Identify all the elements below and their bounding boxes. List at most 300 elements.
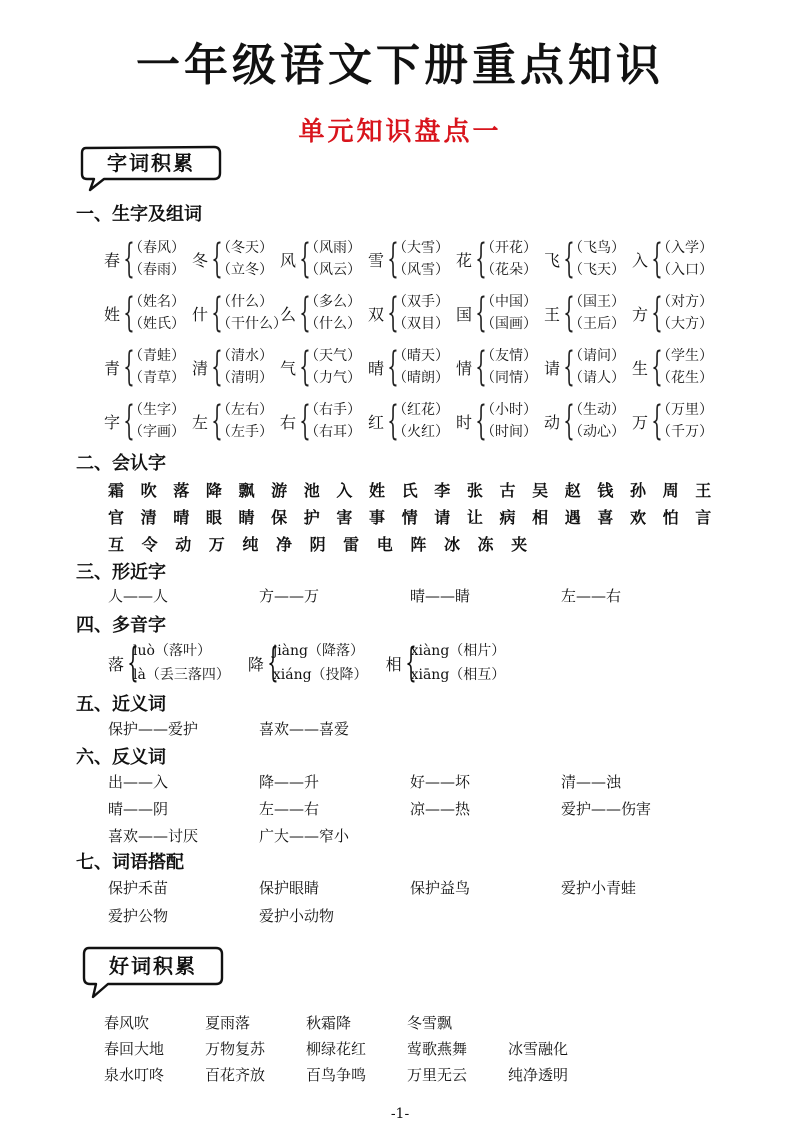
recognize-char: 害 [336, 508, 353, 527]
polyphone-glyph: 落 [108, 654, 125, 674]
char-glyph: 王 [544, 304, 561, 324]
char-entry [104, 232, 192, 286]
char-words [393, 345, 449, 389]
collocation-item: 爱护小动物 [259, 907, 335, 925]
char-word: （红花） [393, 402, 449, 418]
char-word: （同情） [481, 370, 537, 386]
brace-icon: { [563, 344, 575, 390]
char-words [305, 399, 361, 443]
good-word: 百花齐放 [205, 1066, 266, 1084]
char-word: （王后） [569, 316, 625, 332]
char-word: （右耳） [305, 424, 361, 440]
char-word: （力气） [305, 370, 361, 386]
brace-icon: { [123, 290, 135, 336]
brace-icon: { [475, 236, 487, 282]
recognize-char: 情 [401, 508, 418, 527]
recognize-char: 游 [271, 481, 288, 500]
char-words [481, 291, 537, 335]
brace-icon: { [123, 236, 135, 282]
synonyms-row [108, 716, 410, 742]
brace-icon: { [475, 344, 487, 390]
brace-icon: { [563, 236, 575, 282]
recognize-char: 晴 [173, 508, 190, 527]
char-word: （字画） [129, 424, 185, 440]
antonym-pair: 喜欢——讨厌 [108, 827, 199, 845]
char-word: （清水） [217, 348, 273, 364]
char-entry [280, 340, 368, 394]
antonym-pair: 出——入 [108, 773, 169, 791]
polyphones-row [108, 638, 523, 688]
recognize-char: 吴 [532, 481, 549, 500]
char-word: （春风） [129, 240, 185, 256]
char-words [481, 399, 537, 443]
antonym-pair: 左——右 [259, 800, 320, 818]
polyphone-entry [386, 638, 506, 688]
recognize-row [108, 504, 728, 531]
brace-icon: { [299, 398, 311, 444]
recognize-char: 护 [303, 508, 320, 527]
bubble-label-vocab: 字词积累 [107, 151, 195, 175]
char-words [305, 345, 361, 389]
char-glyph: 飞 [544, 250, 561, 270]
section-heading-antonyms: 六、反义词 [76, 747, 166, 768]
good-word: 泉水叮咚 [104, 1066, 165, 1084]
char-entry [632, 232, 720, 286]
recognize-char: 古 [499, 481, 516, 500]
char-word: （姓氏） [129, 316, 185, 332]
recognize-char: 互 [108, 535, 125, 554]
char-glyph: 姓 [104, 304, 121, 324]
char-word: （青蛙） [129, 348, 185, 364]
polyphone-glyph: 相 [385, 654, 402, 674]
char-glyph: 青 [104, 358, 121, 378]
recognize-char: 净 [275, 535, 292, 554]
antonym-row [108, 769, 712, 795]
char-word: （时间） [481, 424, 537, 440]
polyphone-reading: là（丢三落四） [133, 667, 230, 683]
char-glyph: 国 [456, 304, 473, 324]
char-words [657, 291, 713, 335]
recognize-char: 氏 [401, 481, 418, 500]
recognize-characters [108, 477, 728, 558]
brace-icon: { [211, 398, 223, 444]
antonym-pair: 清——浊 [561, 773, 622, 791]
char-word: （火红） [393, 424, 449, 440]
brace-icon: { [475, 290, 487, 336]
recognize-char: 纯 [242, 535, 259, 554]
recognize-char: 言 [695, 508, 712, 527]
char-glyph: 双 [368, 304, 385, 324]
char-words [129, 345, 185, 389]
recognize-char: 入 [336, 481, 353, 500]
char-entry [544, 286, 632, 340]
good-word: 冰雪融化 [508, 1040, 569, 1058]
collocation-row [108, 875, 712, 901]
char-word: （晴朗） [393, 370, 449, 386]
char-entry [368, 394, 456, 448]
char-word: （干什么） [217, 316, 287, 332]
polyphone-reading: xiáng（投降） [272, 667, 368, 683]
new-characters-grid [104, 232, 724, 448]
recognize-char: 令 [141, 535, 158, 554]
brace-icon: { [211, 344, 223, 390]
section-heading-collocations: 七、词语搭配 [76, 852, 184, 873]
char-grid-row [104, 394, 724, 448]
char-words [217, 291, 287, 335]
recognize-char: 眼 [205, 508, 222, 527]
recognize-char: 睛 [238, 508, 255, 527]
recognize-char: 钱 [597, 481, 614, 500]
char-glyph: 动 [544, 412, 561, 432]
brace-icon: { [651, 398, 663, 444]
recognize-char: 李 [434, 481, 451, 500]
char-words [393, 291, 449, 335]
recognize-char: 夹 [511, 535, 528, 554]
char-word: （青草） [129, 370, 185, 386]
page-subtitle: 单元知识盘点一 [298, 117, 502, 147]
char-entry [632, 394, 720, 448]
good-word: 夏雨落 [205, 1014, 251, 1032]
char-words [305, 237, 361, 281]
recognize-char: 电 [376, 535, 393, 554]
brace-icon: { [563, 290, 575, 336]
char-word: （立冬） [217, 262, 273, 278]
char-word: （天气） [305, 348, 361, 364]
brace-icon: { [387, 398, 399, 444]
char-words [129, 237, 185, 281]
polyphone-readings [411, 639, 506, 687]
recognize-char: 官 [108, 508, 125, 527]
brace-icon: { [299, 344, 311, 390]
recognize-char: 雷 [343, 535, 360, 554]
char-word: （花生） [657, 370, 713, 386]
char-word: （风雨） [305, 240, 361, 256]
page-title: 一年级语文下册重点知识 [136, 40, 664, 91]
char-entry [192, 232, 280, 286]
char-glyph: 字 [104, 412, 121, 432]
char-glyph: 万 [632, 412, 649, 432]
char-entry [456, 286, 544, 340]
brace-icon: { [387, 290, 399, 336]
char-words [569, 345, 625, 389]
char-words [217, 345, 273, 389]
char-glyph: 生 [632, 358, 649, 378]
antonym-pair: 好——坏 [410, 773, 471, 791]
recognize-char: 病 [499, 508, 516, 527]
char-word: （飞鸟） [569, 240, 625, 256]
recognize-char: 池 [303, 481, 320, 500]
char-glyph: 什 [192, 304, 209, 324]
char-word: （国王） [569, 294, 625, 310]
char-word: （大方） [657, 316, 713, 332]
char-word: （大雪） [393, 240, 449, 256]
speech-bubble-good-words [80, 944, 230, 1000]
brace-icon: { [563, 398, 575, 444]
recognize-char: 遇 [564, 508, 581, 527]
char-words [569, 291, 625, 335]
antonym-row [108, 796, 712, 822]
recognize-char: 事 [369, 508, 386, 527]
char-words [569, 237, 625, 281]
similar-pair: 人——人 [108, 587, 169, 605]
char-word: （小时） [481, 402, 537, 418]
brace-icon: { [127, 640, 139, 686]
recognize-char: 冻 [477, 535, 494, 554]
polyphone-readings [273, 639, 368, 687]
brace-icon: { [299, 290, 311, 336]
char-word: （请问） [569, 348, 625, 364]
char-grid-row [104, 232, 724, 286]
good-words-row [104, 1036, 609, 1062]
char-glyph: 右 [280, 412, 297, 432]
synonym-pair: 喜欢——喜爱 [259, 720, 350, 738]
char-word: （姓名） [129, 294, 185, 310]
char-entry [192, 340, 280, 394]
char-word: （清明） [217, 370, 273, 386]
recognize-char: 孙 [630, 481, 647, 500]
char-entry [280, 394, 368, 448]
brace-icon: { [651, 290, 663, 336]
polyphone-reading: jiàng（降落） [272, 643, 365, 659]
brace-icon: { [267, 640, 279, 686]
section-heading-new-characters: 一、生字及组词 [76, 204, 202, 225]
good-word: 莺歌燕舞 [407, 1040, 468, 1058]
antonym-pair: 晴——阴 [108, 800, 169, 818]
char-word: （开花） [481, 240, 537, 256]
bubble-label-good-words: 好词积累 [109, 954, 197, 978]
char-entry [544, 340, 632, 394]
char-word: （双目） [393, 316, 449, 332]
brace-icon: { [211, 290, 223, 336]
polyphone-entry [108, 638, 230, 688]
similar-pair: 晴——睛 [410, 587, 471, 605]
char-word: （什么） [217, 294, 273, 310]
char-word: （左手） [217, 424, 273, 440]
char-word: （千万） [657, 424, 713, 440]
good-word: 万物复苏 [205, 1040, 266, 1058]
polyphone-reading: xiàng（相片） [410, 643, 506, 659]
char-entry [456, 394, 544, 448]
char-entry [632, 286, 720, 340]
char-glyph: 风 [280, 250, 297, 270]
char-entry [456, 232, 544, 286]
recognize-char: 喜 [597, 508, 614, 527]
char-glyph: 冬 [192, 250, 209, 270]
char-entry [368, 286, 456, 340]
section-heading-polyphones: 四、多音字 [76, 615, 166, 636]
char-words [657, 345, 713, 389]
char-words [305, 291, 361, 335]
similar-pair: 左——右 [561, 587, 622, 605]
collocation-item: 爱护公物 [108, 907, 169, 925]
char-glyph: 红 [368, 412, 385, 432]
char-glyph: 方 [632, 304, 649, 324]
good-word: 冬雪飘 [407, 1014, 453, 1032]
good-word: 万里无云 [407, 1066, 468, 1084]
antonym-pair: 广大——窄小 [259, 827, 350, 845]
synonym-pair: 保护——爱护 [108, 720, 199, 738]
char-word: （生字） [129, 402, 185, 418]
brace-icon: { [123, 398, 135, 444]
char-words [657, 399, 713, 443]
collocation-item: 保护益鸟 [410, 879, 471, 897]
char-glyph: 情 [456, 358, 473, 378]
recognize-char: 霜 [108, 481, 125, 500]
char-word: （风雪） [393, 262, 449, 278]
char-word: （国画） [481, 316, 537, 332]
good-words-block [104, 1010, 609, 1088]
char-words [217, 399, 273, 443]
char-glyph: 花 [456, 250, 473, 270]
good-word: 春风吹 [104, 1014, 150, 1032]
collocation-item: 保护眼睛 [259, 879, 320, 897]
char-entry [104, 394, 192, 448]
char-entry [104, 286, 192, 340]
char-word: （友情） [481, 348, 537, 364]
char-words [657, 237, 713, 281]
char-words [217, 237, 273, 281]
char-words [569, 399, 625, 443]
char-glyph: 晴 [368, 358, 385, 378]
char-glyph: 入 [632, 250, 649, 270]
char-entry [192, 286, 287, 340]
recognize-char: 飘 [238, 481, 255, 500]
brace-icon: { [651, 344, 663, 390]
brace-icon: { [475, 398, 487, 444]
brace-icon: { [123, 344, 135, 390]
polyphone-entry [248, 638, 368, 688]
char-word: （花朵） [481, 262, 537, 278]
recognize-char: 落 [173, 481, 190, 500]
good-word: 柳绿花红 [306, 1040, 367, 1058]
brace-icon: { [299, 236, 311, 282]
char-word: （动心） [569, 424, 625, 440]
char-word: （春雨） [129, 262, 185, 278]
char-word: （风云） [305, 262, 361, 278]
recognize-char: 让 [466, 508, 483, 527]
char-word: （中国） [481, 294, 537, 310]
char-entry [368, 232, 456, 286]
section-heading-similar: 三、形近字 [76, 562, 166, 583]
good-word: 纯净透明 [508, 1066, 569, 1084]
char-grid-row [104, 340, 724, 394]
char-entry [104, 340, 192, 394]
antonym-row [108, 823, 410, 849]
polyphone-reading: xiāng（相互） [410, 667, 506, 683]
char-words [393, 399, 449, 443]
recognize-char: 请 [434, 508, 451, 527]
char-glyph: 雪 [368, 250, 385, 270]
polyphone-glyph: 降 [247, 654, 264, 674]
char-entry [192, 394, 280, 448]
char-entry [280, 232, 368, 286]
char-word: （右手） [305, 402, 361, 418]
recognize-char: 阴 [309, 535, 326, 554]
section-heading-recognize: 二、会认字 [76, 453, 166, 474]
char-glyph: 时 [456, 412, 473, 432]
recognize-char: 欢 [630, 508, 647, 527]
char-glyph: 春 [104, 250, 121, 270]
page-number: -1- [390, 1106, 410, 1122]
recognize-char: 姓 [369, 481, 386, 500]
antonym-pair: 降——升 [259, 773, 320, 791]
antonym-pair: 爱护——伤害 [561, 800, 652, 818]
recognize-char: 吹 [140, 481, 157, 500]
brace-icon: { [387, 236, 399, 282]
char-word: （入口） [657, 262, 713, 278]
char-word: （多么） [305, 294, 361, 310]
char-glyph: 清 [192, 358, 209, 378]
brace-icon: { [211, 236, 223, 282]
polyphone-readings [133, 639, 230, 687]
recognize-char: 冰 [443, 535, 460, 554]
char-word: （什么） [305, 316, 361, 332]
recognize-char: 怕 [662, 508, 679, 527]
char-glyph: 么 [280, 304, 297, 324]
antonym-pair: 凉——热 [410, 800, 471, 818]
char-word: （左右） [217, 402, 273, 418]
good-word: 春回大地 [104, 1040, 165, 1058]
char-entry [544, 394, 632, 448]
char-word: （请人） [569, 370, 625, 386]
recognize-char: 周 [662, 481, 679, 500]
char-glyph: 气 [280, 358, 297, 378]
recognize-char: 相 [532, 508, 549, 527]
char-word: （生动） [569, 402, 625, 418]
char-words [481, 345, 537, 389]
recognize-char: 王 [695, 481, 712, 500]
char-word: （对方） [657, 294, 713, 310]
recognize-row [108, 531, 728, 558]
recognize-char: 张 [466, 481, 483, 500]
brace-icon: { [404, 640, 417, 686]
char-words [129, 399, 185, 443]
recognize-row [108, 477, 728, 504]
char-glyph: 左 [192, 412, 209, 432]
similar-characters-row [108, 583, 712, 609]
recognize-char: 降 [205, 481, 222, 500]
good-word: 秋霜降 [306, 1014, 352, 1032]
char-word: （晴天） [393, 348, 449, 364]
char-word: （万里） [657, 402, 713, 418]
char-glyph: 请 [544, 358, 561, 378]
recognize-char: 赵 [564, 481, 581, 500]
good-words-row [104, 1010, 609, 1036]
collocation-row [108, 903, 410, 929]
char-word: （冬天） [217, 240, 273, 256]
char-words [129, 291, 185, 335]
similar-pair: 方——万 [259, 587, 320, 605]
recognize-char: 清 [140, 508, 157, 527]
recognize-char: 万 [208, 535, 225, 554]
char-entry [456, 340, 544, 394]
char-grid-row [104, 286, 724, 340]
section-heading-synonyms: 五、近义词 [76, 694, 166, 715]
char-entry [632, 340, 720, 394]
char-word: （入学） [657, 240, 713, 256]
char-entry [544, 232, 632, 286]
brace-icon: { [387, 344, 399, 390]
char-words [393, 237, 449, 281]
polyphone-reading: luò（落叶） [133, 643, 211, 659]
good-word: 百鸟争鸣 [306, 1066, 367, 1084]
char-word: （双手） [393, 294, 449, 310]
speech-bubble-vocab [78, 144, 228, 192]
char-entry [368, 340, 456, 394]
recognize-char: 阵 [410, 535, 427, 554]
collocation-item: 保护禾苗 [108, 879, 169, 897]
good-words-row [104, 1062, 609, 1088]
